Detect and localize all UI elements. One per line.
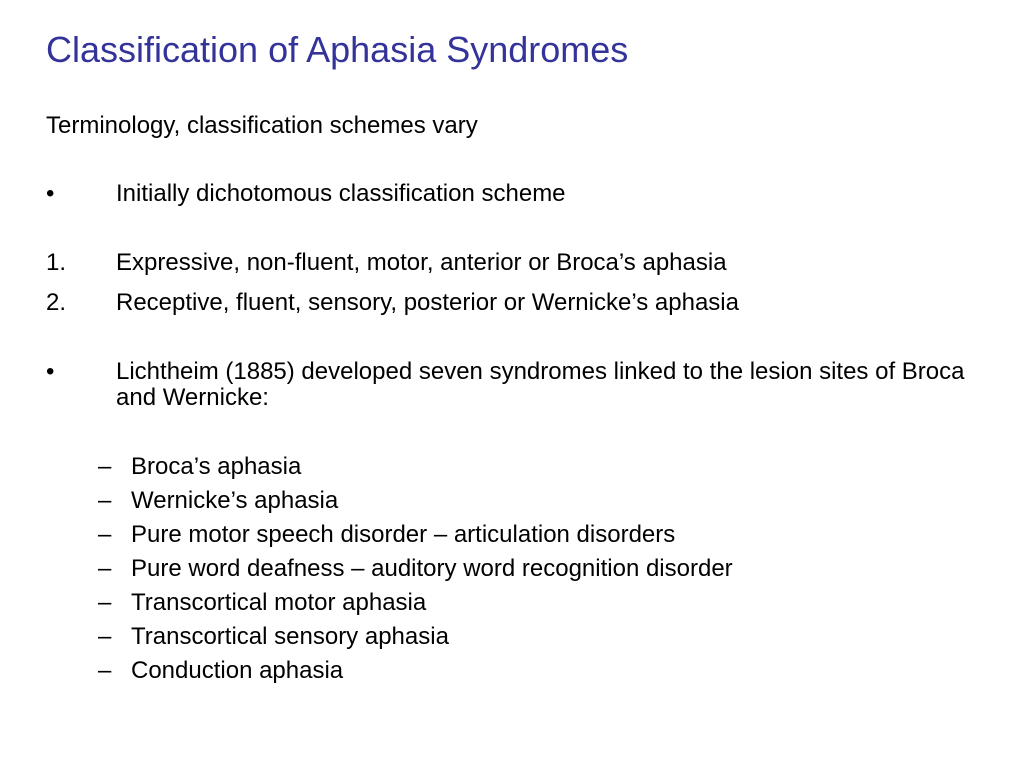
bullet-text: Initially dichotomous classification scheme [116, 180, 566, 207]
bullet-marker: • [46, 358, 55, 385]
syndrome-text: Broca’s aphasia [131, 453, 302, 480]
syndrome-text: Transcortical sensory aphasia [131, 623, 449, 650]
number-marker: 2. [46, 289, 67, 316]
dash-marker: – [98, 623, 112, 650]
dash-marker: – [98, 555, 112, 582]
dash-marker: – [98, 657, 112, 684]
syndrome-text: Pure word deafness – auditory word recognition disorder [131, 555, 733, 582]
dash-marker: – [98, 589, 112, 616]
slide-title: Classification of Aphasia Syndromes [46, 29, 629, 70]
syndrome-text: Pure motor speech disorder – articulation disorders [131, 521, 676, 548]
bullet-marker: • [46, 180, 55, 207]
dash-marker: – [98, 521, 112, 548]
syndrome-text: Transcortical motor aphasia [131, 589, 427, 616]
bullet-text: Lichtheim (1885) developed seven syndromes linked to the lesion sites of Broca and Wernicke: [116, 358, 965, 411]
dash-marker: – [98, 487, 112, 514]
syndrome-text: Conduction aphasia [131, 657, 344, 684]
numbered-text: Receptive, fluent, sensory, posterior or Wernicke’s aphasia [116, 289, 739, 316]
numbered-text: Expressive, non-fluent, motor, anterior or Broca’s aphasia [116, 249, 727, 276]
syndrome-text: Wernicke’s aphasia [131, 487, 339, 514]
number-marker: 1. [46, 249, 67, 276]
intro-text: Terminology, classification schemes vary [46, 112, 478, 139]
dash-marker: – [98, 453, 112, 480]
